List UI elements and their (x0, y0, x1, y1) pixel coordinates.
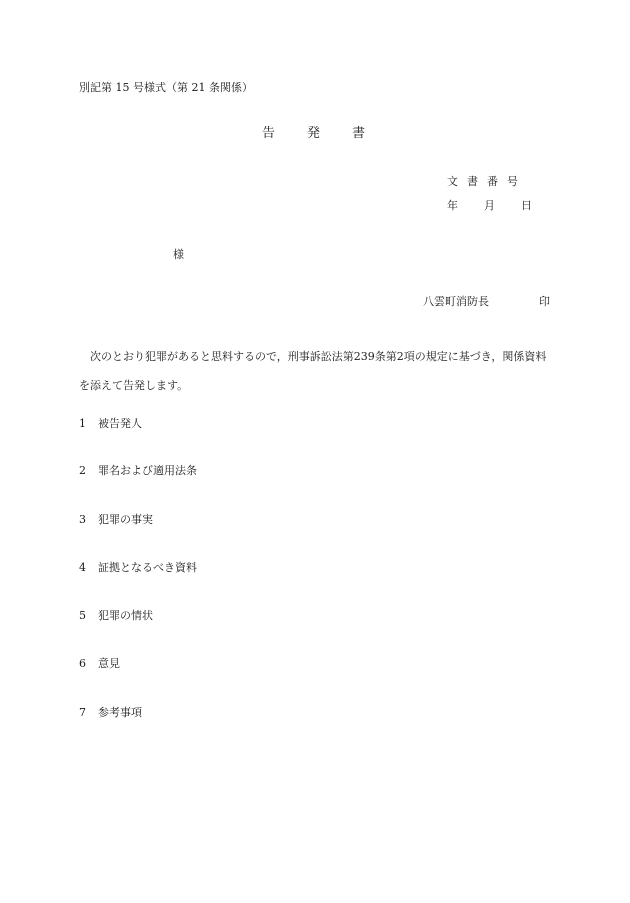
addressee-suffix: 様 (173, 248, 184, 261)
item-label: 参考事項 (98, 706, 142, 719)
body-paragraph: 次のとおり犯罪があると思料するので，刑事訴訟法第239条第2項の規定に基づき，関係資料を添えて告発します。 (79, 350, 547, 392)
document-number-label: 文書番号 (447, 175, 527, 188)
item-number: 7 (79, 706, 86, 719)
item-label: 犯罪の情状 (98, 609, 153, 622)
list-item (79, 418, 142, 429)
list-item (79, 465, 197, 476)
item-number: 1 (79, 417, 86, 430)
list-item (79, 658, 120, 669)
date-year-label: 年 (447, 199, 458, 212)
item-label: 被告発人 (98, 417, 142, 430)
list-item (79, 562, 197, 573)
date-line (447, 200, 532, 211)
item-number: 6 (79, 657, 86, 670)
item-label: 罪名および適用法条 (98, 464, 197, 477)
item-number: 5 (79, 609, 86, 622)
sender-line (423, 296, 550, 307)
item-number: 3 (79, 513, 86, 526)
date-month-label: 月 (484, 199, 495, 212)
item-label: 犯罪の事実 (98, 513, 153, 526)
document-title: 告発書 (262, 126, 398, 141)
list-item (79, 514, 153, 525)
form-label: 別記第 15 号様式（第 21 条関係） (79, 81, 253, 94)
item-number: 2 (79, 464, 86, 477)
item-label: 証拠となるべき資料 (98, 561, 197, 574)
list-item (79, 610, 153, 621)
date-day-label: 日 (521, 199, 532, 212)
item-number: 4 (79, 561, 86, 574)
sender-name: 八雲町消防長 (423, 295, 489, 308)
list-item (79, 707, 142, 718)
seal-mark: 印 (539, 295, 550, 308)
item-label: 意見 (98, 657, 120, 670)
